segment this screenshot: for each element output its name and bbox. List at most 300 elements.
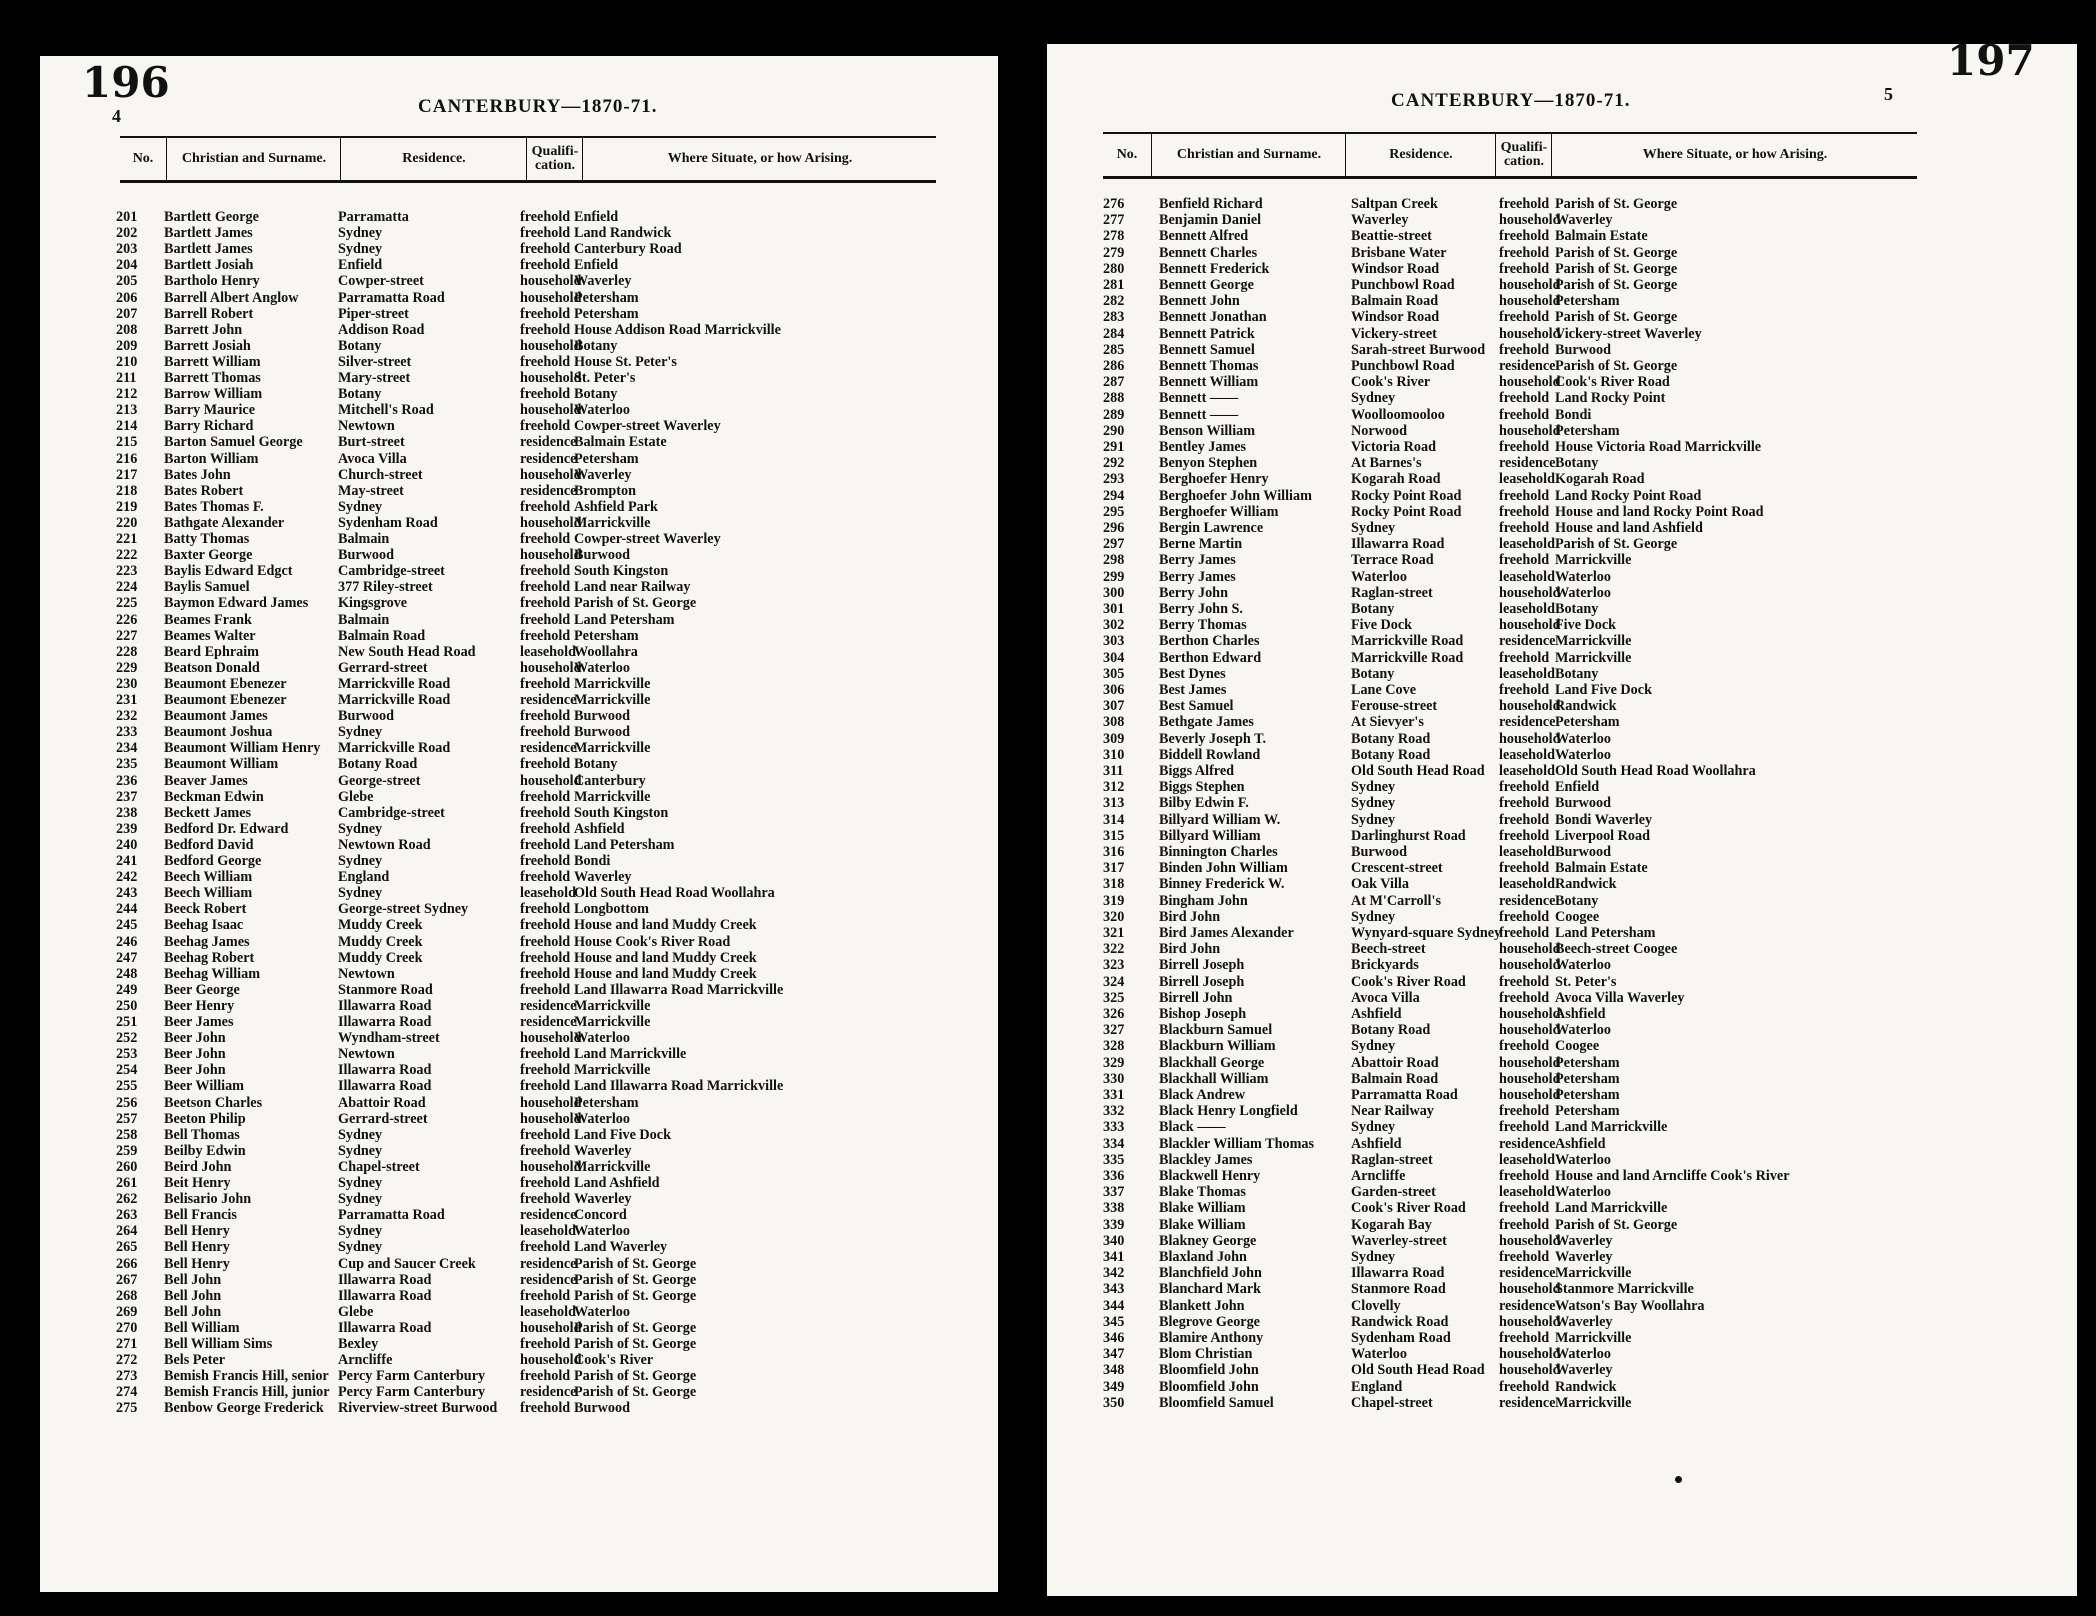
- entry-where: House and land Muddy Creek: [574, 949, 757, 966]
- entry-residence: Burwood: [1351, 844, 1407, 860]
- entry-where: Old South Head Road Woollahra: [1555, 763, 1756, 779]
- entry-qualification: freehold: [520, 1191, 571, 1208]
- entry-where: Canterbury: [574, 772, 646, 789]
- entry-name: Berne Martin: [1159, 536, 1243, 553]
- entry-where: Liverpool Road: [1555, 827, 1650, 844]
- entry-where: Land near Railway: [574, 579, 691, 596]
- entry-residence: Marrickville Road: [1351, 633, 1464, 650]
- entry-qualification: residence: [520, 740, 577, 757]
- entry-number: 292: [1103, 455, 1125, 472]
- entry-number: 303: [1103, 633, 1125, 650]
- entry-where: Five Dock: [1555, 617, 1617, 634]
- entry-name: Beaver James: [164, 772, 248, 789]
- entry-residence: Abattoir Road: [1351, 1054, 1439, 1071]
- entry-qualification: residence: [520, 1014, 577, 1030]
- entry-where: Cowper-street Waverley: [574, 418, 721, 435]
- entry-number: 233: [116, 724, 138, 741]
- entry-number: 276: [1103, 196, 1125, 212]
- entry-qualification: household: [1499, 1070, 1561, 1087]
- entry-where: Botany: [574, 756, 618, 773]
- entry-number: 350: [1103, 1394, 1125, 1411]
- left-page-sub-mark: 4: [112, 106, 121, 126]
- entry-name: Berghoefer William: [1159, 503, 1279, 520]
- entry-name: Bethgate James: [1159, 714, 1254, 731]
- entry-name: Black Henry Longfield: [1159, 1103, 1298, 1120]
- entry-qualification: freehold: [520, 853, 571, 869]
- entry-where: House and land Muddy Creek: [574, 917, 757, 934]
- right-column-header: [1103, 132, 1917, 179]
- entry-number: 290: [1103, 422, 1125, 439]
- entry-name: Bell John: [164, 1303, 222, 1320]
- entry-number: 216: [116, 450, 138, 467]
- entry-number: 339: [1103, 1216, 1125, 1233]
- entry-residence: Parramatta: [338, 209, 409, 225]
- entry-where: Waterloo: [574, 402, 630, 419]
- entry-name: Biggs Alfred: [1159, 763, 1235, 779]
- entry-where: Canterbury Road: [574, 241, 682, 258]
- entry-number: 247: [116, 949, 138, 966]
- entry-number: 229: [116, 659, 138, 676]
- entry-qualification: household: [520, 1094, 582, 1111]
- entry-name: Barry Maurice: [164, 402, 255, 419]
- entry-name: Billyard William: [1159, 827, 1261, 844]
- entry-where: Petersham: [574, 627, 639, 644]
- entry-residence: Rocky Point Road: [1351, 503, 1462, 520]
- entry-residence: Sydney: [1351, 779, 1396, 796]
- entry-qualification: freehold: [1499, 520, 1550, 536]
- entry-where: Waterloo: [1555, 730, 1611, 747]
- entry-qualification: freehold: [520, 1142, 571, 1159]
- entry-where: Marrickville: [574, 514, 651, 531]
- entry-residence: Gerrard-street: [338, 1110, 428, 1127]
- entry-name: Blom Christian: [1159, 1346, 1253, 1363]
- entry-residence: Near Railway: [1351, 1103, 1434, 1120]
- entry-number: 237: [116, 788, 138, 805]
- entry-name: Blackburn Samuel: [1159, 1022, 1273, 1039]
- entry-name: Barrett William: [164, 353, 261, 370]
- right-running-head: CANTERBURY—1870-71.: [1391, 90, 1631, 111]
- entry-name: Bennett ——: [1159, 406, 1239, 423]
- entry-where: Bondi Waverley: [1555, 811, 1653, 828]
- entry-qualification: freehold: [1499, 811, 1550, 828]
- entry-residence: Wynyard-square Sydney: [1351, 925, 1502, 941]
- entry-residence: Percy Farm Canterbury: [338, 1384, 486, 1401]
- entry-name: Best James: [1159, 682, 1227, 698]
- entry-where: Petersham: [574, 1094, 639, 1111]
- entry-name: Bennett Alfred: [1159, 228, 1249, 245]
- left-running-head: CANTERBURY—1870-71.: [418, 96, 658, 117]
- entry-number: 262: [116, 1191, 138, 1208]
- entry-residence: Illawarra Road: [338, 1062, 432, 1079]
- entry-residence: Sydenham Road: [338, 514, 438, 531]
- entry-number: 267: [116, 1271, 138, 1288]
- entry-residence: Raglan-street: [1351, 1151, 1433, 1168]
- entry-number: 253: [116, 1046, 138, 1063]
- entry-qualification: freehold: [520, 611, 571, 628]
- entry-qualification: freehold: [520, 418, 571, 435]
- header-no: No.: [132, 151, 154, 166]
- entry-where: Parish of St. George: [574, 1271, 697, 1288]
- entry-residence: Sydney: [338, 1191, 383, 1208]
- entry-qualification: freehold: [520, 788, 571, 805]
- entry-residence: Muddy Creek: [338, 949, 423, 966]
- entry-name: Bartlett Josiah: [164, 257, 254, 274]
- entry-qualification: freehold: [520, 836, 571, 853]
- entry-residence: Sydney: [338, 820, 383, 837]
- entry-where: Balmain Estate: [1555, 860, 1648, 877]
- entry-qualification: freehold: [520, 981, 571, 998]
- entry-name: Blanchfield John: [1159, 1265, 1262, 1282]
- entry-number: 279: [1103, 244, 1125, 261]
- entry-where: Waverley: [574, 466, 632, 483]
- entry-number: 298: [1103, 552, 1125, 569]
- entry-qualification: freehold: [520, 321, 571, 338]
- entry-where: Cook's River: [574, 1352, 654, 1369]
- entry-name: Barton William: [164, 450, 259, 467]
- entry-name: Blegrove George: [1159, 1313, 1260, 1330]
- entry-where: St. Peter's: [1555, 973, 1617, 990]
- entry-name: Billyard William W.: [1159, 811, 1281, 828]
- entry-number: 306: [1103, 682, 1125, 698]
- entry-where: Botany: [574, 337, 618, 354]
- entry-qualification: freehold: [1499, 649, 1550, 666]
- entry-name: Blackwell Henry: [1159, 1168, 1261, 1184]
- entry-where: Burwood: [1555, 341, 1611, 358]
- entry-residence: Brickyards: [1351, 957, 1419, 974]
- entry-number: 302: [1103, 617, 1125, 634]
- entry-number: 289: [1103, 406, 1125, 423]
- entry-number: 309: [1103, 730, 1125, 747]
- entry-name: Beard Ephraim: [164, 643, 259, 660]
- entry-name: Bell Henry: [164, 1223, 230, 1240]
- entry-number: 313: [1103, 795, 1125, 812]
- entry-name: Baylis Edward Edgct: [164, 563, 293, 580]
- entry-qualification: freehold: [520, 1368, 571, 1385]
- entry-number: 346: [1103, 1330, 1125, 1346]
- entry-name: Berry John: [1159, 584, 1228, 601]
- entry-name: Bartlett James: [164, 241, 253, 258]
- entry-where: Land Waverley: [574, 1239, 668, 1256]
- entry-number: 337: [1103, 1184, 1125, 1201]
- entry-qualification: freehold: [520, 305, 571, 322]
- entry-residence: 377 Riley-street: [338, 579, 433, 596]
- entry-name: Belisario John: [164, 1191, 252, 1208]
- entry-name: Baylis Samuel: [164, 579, 250, 596]
- entry-residence: Sydney: [338, 498, 383, 515]
- entry-qualification: freehold: [520, 563, 571, 580]
- entry-number: 210: [116, 353, 138, 370]
- entry-qualification: household: [1499, 1281, 1561, 1298]
- entry-name: Beer Henry: [164, 997, 235, 1014]
- entry-number: 284: [1103, 325, 1125, 342]
- entry-qualification: freehold: [520, 1078, 571, 1095]
- entry-number: 206: [116, 289, 138, 306]
- entry-where: Petersham: [1555, 1087, 1620, 1103]
- entry-name: Bennett Charles: [1159, 244, 1258, 261]
- entry-name: Bates John: [164, 466, 231, 483]
- entry-name: Bemish Francis Hill, junior: [164, 1384, 330, 1401]
- entry-where: Waterloo: [574, 659, 630, 676]
- entry-where: Burwood: [1555, 795, 1611, 812]
- entry-number: 249: [116, 981, 138, 998]
- entry-qualification: household: [520, 1319, 582, 1336]
- entry-qualification: household: [1499, 1006, 1561, 1022]
- entry-where: Land Five Dock: [1555, 682, 1652, 698]
- entry-where: Land Marrickville: [574, 1046, 687, 1063]
- entry-residence: George-street: [338, 772, 421, 789]
- entry-where: Marrickville: [574, 1158, 651, 1175]
- entry-where: Waverley: [1555, 1313, 1613, 1330]
- entry-qualification: freehold: [1499, 795, 1550, 812]
- entry-name: Bird James Alexander: [1159, 925, 1294, 941]
- entry-name: Best Samuel: [1159, 698, 1234, 715]
- entry-qualification: freehold: [1499, 1216, 1550, 1233]
- entry-where: Balmain Estate: [574, 434, 667, 451]
- entry-where: Waterloo: [1555, 584, 1611, 601]
- entry-where: Parish of St. George: [574, 1287, 697, 1304]
- entry-qualification: household: [1499, 325, 1561, 342]
- entry-qualification: household: [1499, 1087, 1561, 1103]
- header-where: Where Situate, or how Arising.: [1551, 134, 1918, 176]
- entry-where: Petersham: [574, 450, 639, 467]
- entry-number: 349: [1103, 1378, 1125, 1395]
- entry-number: 345: [1103, 1313, 1125, 1330]
- entry-number: 335: [1103, 1151, 1125, 1168]
- entry-name: Beverly Joseph T.: [1159, 730, 1267, 747]
- right-page-sub-mark: 5: [1884, 84, 1893, 104]
- entry-number: 341: [1103, 1249, 1125, 1265]
- entry-where: Marrickville: [574, 997, 651, 1014]
- entry-residence: Saltpan Creek: [1351, 196, 1438, 212]
- entry-where: Botany: [1555, 665, 1599, 682]
- entry-residence: Brisbane Water: [1351, 244, 1447, 261]
- entry-qualification: leasehold: [1499, 1151, 1555, 1168]
- entry-qualification: freehold: [1499, 860, 1550, 877]
- entry-number: 224: [116, 579, 138, 596]
- entry-name: Barrett Thomas: [164, 370, 261, 386]
- entry-residence: At Sievyer's: [1351, 714, 1424, 731]
- entry-name: Blake Thomas: [1159, 1184, 1246, 1201]
- entry-residence: Burt-street: [338, 434, 405, 451]
- entry-qualification: freehold: [520, 804, 571, 821]
- entry-name: Biddell Rowland: [1159, 746, 1261, 763]
- entry-name: Binnington Charles: [1159, 844, 1278, 860]
- entry-residence: At M'Carroll's: [1351, 892, 1441, 909]
- entry-residence: Sydney: [338, 724, 383, 741]
- entry-residence: Marrickville Road: [338, 692, 451, 708]
- entry-residence: Illawarra Road: [338, 1078, 432, 1095]
- entry-number: 221: [116, 531, 138, 547]
- entry-where: Randwick: [1555, 876, 1617, 893]
- entry-number: 246: [116, 933, 138, 950]
- entry-qualification: freehold: [520, 724, 571, 741]
- entry-number: 344: [1103, 1297, 1125, 1314]
- entry-number: 212: [116, 386, 138, 403]
- entry-name: Blackhall William: [1159, 1070, 1269, 1087]
- entry-where: Parish of St. George: [1555, 536, 1678, 553]
- entry-number: 234: [116, 740, 138, 757]
- entry-number: 226: [116, 611, 138, 628]
- entry-where: St. Peter's: [574, 370, 636, 386]
- entry-where: Parish of St. George: [1555, 260, 1678, 277]
- entry-residence: Terrace Road: [1351, 552, 1434, 569]
- entry-residence: Cook's River Road: [1351, 1200, 1466, 1217]
- entry-qualification: freehold: [1499, 244, 1550, 261]
- entry-where: Land Ashfield: [574, 1175, 660, 1191]
- entry-qualification: freehold: [520, 917, 571, 934]
- entry-number: 305: [1103, 665, 1125, 682]
- entry-residence: Old South Head Road: [1351, 1362, 1485, 1379]
- entry-qualification: household: [520, 659, 582, 676]
- entry-qualification: household: [520, 1030, 582, 1047]
- entry-residence: George-street Sydney: [338, 901, 469, 918]
- entry-where: Petersham: [1555, 1070, 1620, 1087]
- entry-qualification: freehold: [520, 675, 571, 692]
- entry-number: 243: [116, 885, 138, 902]
- entry-name: Barrett John: [164, 321, 243, 338]
- entry-number: 304: [1103, 649, 1125, 666]
- entry-where: Bondi: [1555, 406, 1592, 423]
- entry-where: Parish of St. George: [1555, 1216, 1678, 1233]
- entry-residence: Sydney: [338, 1142, 383, 1159]
- entry-number: 258: [116, 1126, 138, 1143]
- entry-where: Marrickville: [1555, 1265, 1632, 1282]
- entry-qualification: leasehold: [1499, 536, 1555, 553]
- entry-qualification: leasehold: [1499, 471, 1555, 488]
- entry-residence: Waverley: [1351, 212, 1409, 229]
- entry-name: Blackburn William: [1159, 1038, 1276, 1055]
- entry-name: Black Andrew: [1159, 1087, 1246, 1103]
- entry-name: Beames Walter: [164, 627, 256, 644]
- entry-residence: Newtown: [338, 1046, 395, 1063]
- entry-name: Bilby Edwin F.: [1159, 795, 1249, 812]
- entry-qualification: household: [520, 273, 582, 290]
- entry-residence: England: [338, 869, 390, 886]
- entry-qualification: freehold: [1499, 925, 1550, 941]
- entry-qualification: household: [1499, 293, 1561, 310]
- entry-where: Burwood: [1555, 844, 1611, 860]
- left-page-number: 196: [82, 58, 170, 107]
- entry-where: Parish of St. George: [574, 1384, 697, 1401]
- entry-qualification: freehold: [520, 595, 571, 612]
- entry-number: 274: [116, 1384, 138, 1401]
- entry-qualification: residence: [520, 434, 577, 451]
- right-entries: [1103, 196, 2063, 1456]
- entry-residence: Clovelly: [1351, 1297, 1401, 1314]
- entry-number: 202: [116, 225, 138, 242]
- entry-name: Beer James: [164, 1014, 234, 1030]
- entry-residence: Cambridge-street: [338, 804, 445, 821]
- entry-where: Parish of St. George: [574, 1255, 697, 1272]
- entry-number: 208: [116, 321, 138, 338]
- entry-residence: Sydney: [338, 1126, 383, 1143]
- entry-where: Parish of St. George: [1555, 277, 1678, 293]
- entry-where: House St. Peter's: [574, 353, 677, 370]
- entry-residence: Burwood: [338, 547, 394, 564]
- entry-name: Binden John William: [1159, 860, 1288, 877]
- entry-residence: Kingsgrove: [338, 595, 408, 612]
- entry-residence: Windsor Road: [1351, 309, 1440, 326]
- entry-where: Ashfield: [1555, 1006, 1606, 1022]
- entry-number: 215: [116, 434, 138, 451]
- entry-name: Berry John S.: [1159, 601, 1243, 617]
- entry-qualification: freehold: [1499, 989, 1550, 1006]
- entry-number: 281: [1103, 277, 1125, 293]
- entry-qualification: residence: [520, 482, 577, 499]
- entry-residence: Botany: [338, 386, 382, 403]
- entry-where: Vickery-street Waverley: [1555, 325, 1702, 342]
- entry-number: 286: [1103, 358, 1125, 374]
- entry-where: House Victoria Road Marrickville: [1555, 439, 1762, 455]
- entry-qualification: freehold: [520, 965, 571, 982]
- entry-qualification: freehold: [1499, 1330, 1550, 1346]
- entry-residence: Chapel-street: [338, 1158, 420, 1175]
- entry-residence: Rocky Point Road: [1351, 487, 1462, 504]
- entry-name: Bingham John: [1159, 892, 1248, 909]
- entry-number: 201: [116, 209, 138, 225]
- entry-name: Beehag Robert: [164, 949, 255, 966]
- entry-name: Blackhall George: [1159, 1054, 1265, 1071]
- entry-name: Beer William: [164, 1078, 244, 1095]
- entry-qualification: freehold: [1499, 1200, 1550, 1217]
- entry-qualification: leasehold: [1499, 844, 1555, 860]
- entry-number: 275: [116, 1400, 138, 1417]
- entry-qualification: leasehold: [1499, 1184, 1555, 1201]
- entry-residence: Sydney: [1351, 1119, 1396, 1136]
- entry-where: Waverley: [574, 1191, 632, 1208]
- entry-qualification: leasehold: [1499, 876, 1555, 893]
- entry-number: 324: [1103, 973, 1125, 990]
- entry-where: Parish of St. George: [1555, 309, 1678, 326]
- entry-name: Berry James: [1159, 552, 1236, 569]
- entry-qualification: freehold: [520, 1046, 571, 1063]
- entry-name: Blake William: [1159, 1216, 1246, 1233]
- entry-number: 332: [1103, 1103, 1125, 1120]
- right-page-number: 197: [1947, 44, 2035, 85]
- entry-residence: Raglan-street: [1351, 584, 1433, 601]
- entry-qualification: freehold: [520, 1175, 571, 1191]
- entry-qualification: household: [1499, 277, 1561, 293]
- entry-residence: Ashfield: [1351, 1006, 1402, 1022]
- entry-number: 223: [116, 563, 138, 580]
- header-residence: Residence.: [340, 138, 527, 180]
- entry-qualification: residence: [520, 692, 577, 708]
- entry-residence: Riverview-street Burwood: [338, 1400, 498, 1417]
- entry-residence: Sydney: [338, 1239, 383, 1256]
- entry-where: Waterloo: [1555, 746, 1611, 763]
- entry-residence: Glebe: [338, 788, 374, 805]
- entry-where: Marrickville: [1555, 1330, 1632, 1346]
- left-column-header: [120, 136, 936, 183]
- entry-name: Bennett Jonathan: [1159, 309, 1267, 326]
- entry-name: Barrell Albert Anglow: [164, 289, 299, 306]
- entry-residence: Parramatta Road: [338, 1207, 445, 1224]
- entry-name: Benbow George Frederick: [164, 1400, 324, 1417]
- entry-qualification: freehold: [520, 1400, 571, 1417]
- entry-number: 228: [116, 643, 138, 660]
- entry-where: Longbottom: [574, 901, 649, 918]
- entry-qualification: household: [520, 370, 582, 386]
- entry-name: Beaumont William: [164, 756, 279, 773]
- entry-residence: Chapel-street: [1351, 1394, 1433, 1411]
- entry-qualification: leasehold: [520, 1223, 576, 1240]
- entry-residence: Arncliffe: [338, 1352, 393, 1369]
- entry-where: Concord: [574, 1207, 627, 1224]
- entry-number: 211: [116, 370, 137, 386]
- entry-qualification: residence: [1499, 1265, 1556, 1282]
- entry-name: Beaumont Ebenezer: [164, 692, 287, 708]
- entry-where: Coogee: [1555, 1038, 1600, 1055]
